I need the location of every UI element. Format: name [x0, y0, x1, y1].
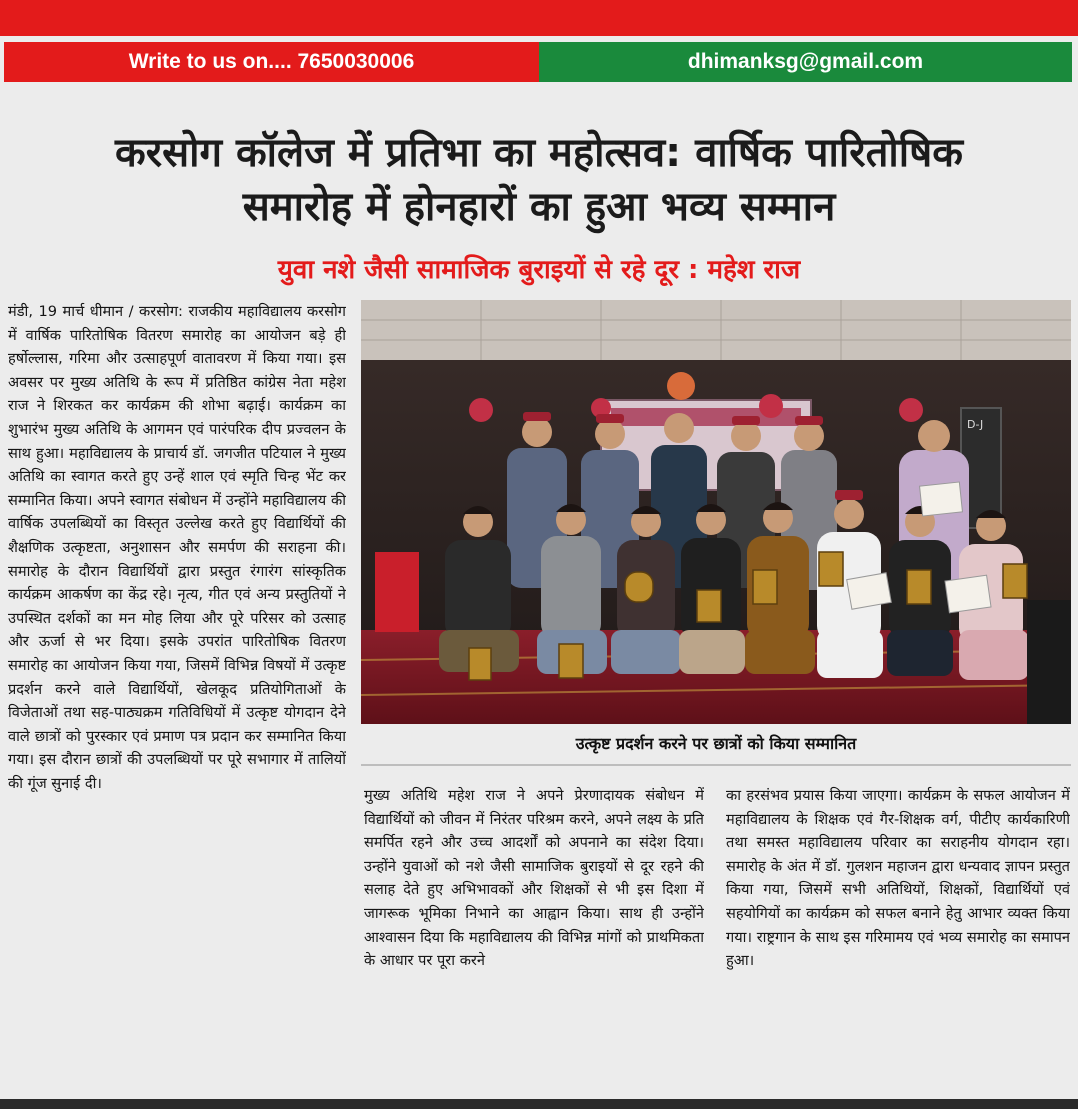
event-photo: [361, 300, 1071, 724]
stage-sign-text: D-J: [967, 418, 984, 431]
event-photo-illustration: [361, 300, 1071, 724]
article-column-3: का हरसंभव प्रयास किया जाएगा। कार्यक्रम के सफल आयोजन में महाविद्यालय के शिक्षक एवं गैर-शिक्षक वर्ग, पीटीए कार्यकारिणी तथा समस्त महाविद्यालय परिवार का सराहनीय योगदान रहा। समारोह के अंत में डॉ. गुलशन महाजन द्वारा धन्यवाद ज्ञापन प्रस्तुत किया गया, जिसमें सभी अतिथियों, शिक्षकों, विद्यार्थियों एवं सहयोगियों का कार्यक्रम को सफल बनाने हेतु आभार व्यक्त किया गया। राष्ट्रगान के साथ इस गरिमामय एवं भव्य समारोह का समापन हुआ।: [726, 787, 1070, 970]
article-headline: [20, 126, 1058, 234]
top-color-band: [0, 0, 1078, 36]
headline-line-2: समारोह में होनहारों का हुआ भव्य सम्मान: [242, 184, 836, 230]
caption-divider: [361, 764, 1071, 766]
article-subheadline: युवा नशे जैसी सामाजिक बुराइयों से रहे दूर : महेश राज: [277, 255, 801, 285]
contact-email: dhimanksg@gmail.com: [539, 42, 1072, 82]
headline-line-1: करसोग कॉलेज में प्रतिभा का महोत्सव: वार्षिक पारितोषिक: [115, 130, 963, 176]
photo-caption: उत्कृष्ट प्रदर्शन करने पर छात्रों को किया सम्मानित: [575, 734, 857, 753]
bottom-dark-band: [0, 1099, 1078, 1109]
contact-phone: Write to us on.... 7650030006: [4, 42, 539, 82]
contact-bar: [4, 42, 1072, 82]
article-column-1: मंडी, 19 मार्च धीमान / करसोग: राजकीय महाविद्यालय करसोग में वार्षिक पारितोषिक वितरण समारोह का आयोजन बड़े ही हर्षोल्लास, गरिमा और उत्साहपूर्ण वातावरण में किया गया। इस अवसर पर मुख्य अतिथि के रूप में प्रतिष्ठित कांग्रेस नेता महेश राज ने शिरकत कर कार्यक्रम की शोभा बढ़ाई। कार्यक्रम का शुभारंभ मुख्य अतिथि के आगमन एवं पारंपरिक दीप प्रज्वलन के साथ हुआ। महाविद्यालय के प्राचार्य डॉ. जगजीत पटियाल ने मुख्य अतिथि का स्वागत करते हुए उन्हें शाल एवं स्मृति चिन्ह भेंट कर सम्मानित किया। अपने स्वागत संबोधन में उन्होंने महाविद्यालय की वार्षिक उपलब्धियों का विस्तृत उल्लेख करते हुए विद्यार्थियों की शैक्षणिक उत्कृष्टता, अनुशासन और समर्पण की सराहना की। समारोह के दौरान विद्यार्थियों द्वारा प्रस्तुत रंगारंग सांस्कृतिक कार्यक्रम आकर्षण का केंद्र रहे। नृत्य, गीत एवं अन्य प्रस्तुतियों ने उपस्थित दर्शकों का मन मोह लिया और पूरे परिसर को उत्साह और ऊर्जा से भर दिया। इसके उपरांत पारितोषिक वितरण समारोह का आयोजन किया गया, जिसमें विभिन्न विषयों में उत्कृष्ट प्रदर्शन करने वाले विद्यार्थियों, खेलकूद प्रतियोगिताओं के विजेताओं तथा सह-पाठ्यक्रम गतिविधियों में उत्कृष्ट योगदान देने वाले छात्रों को पुरस्कार एवं प्रमाण पत्र प्रदान कर सम्मानित किया गया। इस दौरान छात्रों की उपलब्धियों पर पूरे सभागार में तालियों की गूंज सुनाई दी।: [8, 303, 346, 792]
article-column-2: मुख्य अतिथि महेश राज ने अपने प्रेरणादायक संबोधन में विद्यार्थियों को जीवन में निरंतर परिश्रम करने, अपने लक्ष्य के प्रति समर्पित रहने और उच्च आदर्शों को अपनाने का संदेश दिया। उन्होंने युवाओं को नशे जैसी सामाजिक बुराइयों से दूर रहने की सलाह देते हुए अभिभावकों और शिक्षकों से भी इस दिशा में जागरूक भूमिका निभाने का आह्वान किया। साथ ही उन्होंने आश्वासन दिया कि महाविद्यालय की विभिन्न मांगों को प्राथमिकता के आधार पर पूरा करने: [364, 787, 704, 970]
